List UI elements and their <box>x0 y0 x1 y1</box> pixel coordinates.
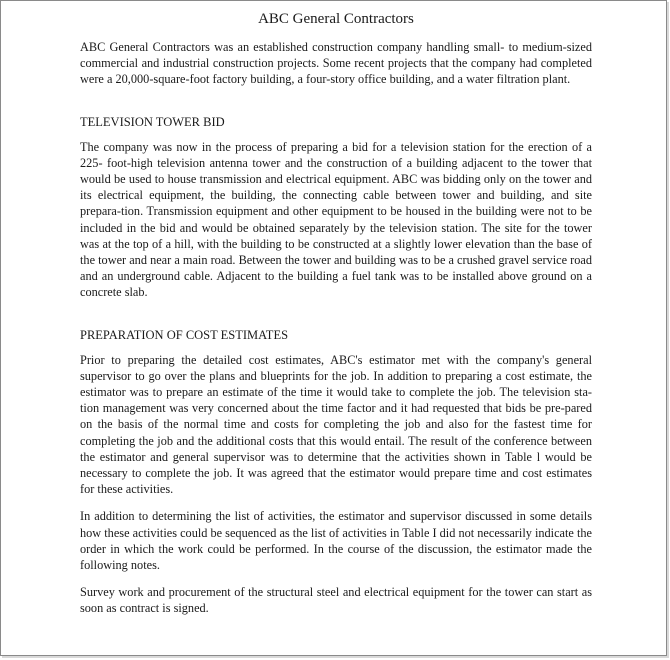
section-heading-tv-tower-bid: TELEVISION TOWER BID <box>80 114 225 129</box>
cost-estimates-paragraph-2: In addition to determining the list of activities, the estimator and supervisor discussed in some details how these activities could be sequenced as the list of activities in Table I did not necessarily indicate the order in which the work could be performed. In the course of the discussion, the estimator made the following notes. <box>80 509 592 573</box>
section-spacer <box>80 88 592 114</box>
heading-spacer <box>80 130 592 139</box>
cost-estimates-paragraph-1: Prior to preparing the detailed cost estimates, ABC's estimator met with the company's general supervisor to go over the plans and blueprints for the job. In addition to preparing a cost estimate, the estimator was to prepare an estimate of the time it would take to complete the job. The television sta-tion management was very concerned about the time factor and it had requested that bids be pre-pared on the basis of the normal time and costs for completing the job and also for the fastest time for completing the job and the additional costs that this would entail. The result of the conference between the estimator and general supervisor was to determine that the activities shown in Table l would be necessary to complete the job. It was agreed that the estimator would prepare time and cost estimates for these activities. <box>80 352 592 497</box>
cost-estimates-paragraph-3: Survey work and procurement of the structural steel and electrical equipment for the tower can start as soon as contract is signed. <box>80 585 592 616</box>
section-heading-cost-estimates: PREPARATION OF COST ESTIMATES <box>80 327 289 342</box>
paragraph-spacer <box>80 573 592 584</box>
heading-spacer <box>80 343 592 352</box>
paragraph-spacer <box>80 497 592 508</box>
document-title: ABC General Contractors <box>258 11 414 27</box>
intro-paragraph: ABC General Contractors was an established construction company handling small- to medium-sized commercial and industrial construction projects. Some recent projects that the company had completed were a 20,000-square-foot factory building, a four-story office building, and a water filtration plant. <box>80 40 592 87</box>
section-spacer <box>80 301 592 327</box>
document-content <box>80 9 592 617</box>
tv-tower-bid-paragraph: The company was now in the process of preparing a bid for a television station for the erection of a 225- foot-high television antenna tower and the construction of a building adjacent to the tower that would be used to house transmission and electrical equipment. ABC was bidding only on the tower and its electrical equipment, the building, the connecting cable between tower and building, and site prepara-tion. Transmission equipment and other equipment to be housed in the building were not to be included in the bid and would be obtained separately by the television station. The site for the tower was at the top of a hill, with the building to be constructed at a slightly lower elevation than the base of the tower and near a main road. Between the tower and building was to be a crushed gravel service road and an underground cable. Adjacent to the building a fuel tank was to be installed above ground on a concrete slab. <box>80 139 592 300</box>
